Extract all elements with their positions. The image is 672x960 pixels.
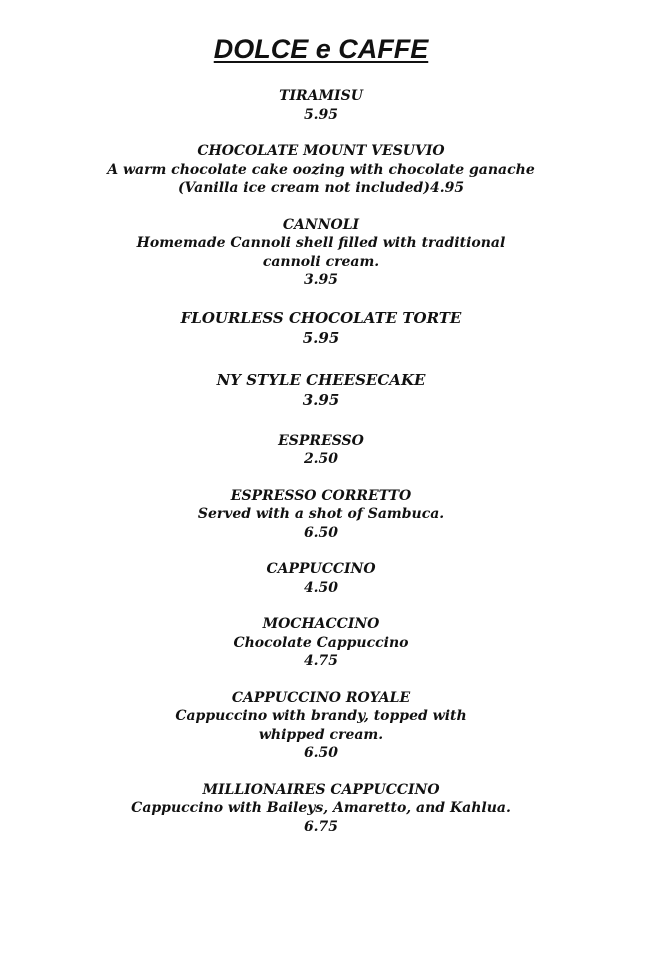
item-name: CAPPUCCINO ROYALE — [231, 689, 411, 706]
menu-item-chocolate-mount-vesuvio — [0, 142, 642, 198]
item-description: Homemade Cannoli shell filled with traditional — [136, 235, 506, 251]
item-name: MILLIONAIRES CAPPUCCINO — [202, 781, 440, 798]
item-name: MOCHACCINO — [262, 616, 380, 632]
item-name: ESPRESSO — [278, 432, 364, 449]
menu-item-cannoli — [0, 216, 642, 290]
item-price: 4.50 — [303, 579, 339, 596]
menu-item-cappuccino-royale — [0, 689, 642, 763]
item-description: (Vanilla ice cream not included)4.95 — [177, 180, 465, 196]
item-name: CAPPUCCINO — [266, 561, 376, 577]
item-price: 5.95 — [303, 106, 339, 123]
item-name: TIRAMISU — [279, 88, 363, 104]
menu-item-mochaccino — [0, 615, 642, 671]
item-price: 2.50 — [303, 451, 339, 467]
menu-item-ny-style-cheesecake — [0, 370, 642, 410]
item-description: Chocolate Cappuccino — [233, 634, 409, 651]
item-price: 4.75 — [303, 653, 339, 669]
menu-list — [0, 87, 642, 854]
item-name: ESPRESSO CORRETTO — [230, 487, 412, 504]
item-name: CANNOLI — [282, 216, 360, 233]
item-price: 3.95 — [302, 390, 340, 409]
menu-item-tiramisu — [0, 87, 642, 124]
item-name: CHOCOLATE MOUNT VESUVIO — [197, 143, 445, 159]
item-price: 6.50 — [303, 745, 339, 761]
menu-item-espresso — [0, 432, 642, 469]
menu-item-cappuccino — [0, 560, 642, 597]
item-description: Served with a shot of Sambuca. — [197, 506, 445, 522]
item-description: cannoli cream. — [262, 253, 380, 270]
item-name: NY STYLE CHEESECAKE — [216, 370, 426, 389]
item-description: A warm chocolate cake oozing with chocolate ganache — [107, 161, 535, 178]
menu-item-espresso-corretto — [0, 487, 642, 543]
menu-item-millionaires-cappuccino — [0, 781, 642, 837]
menu-title: DOLCE e CAFFE — [213, 34, 429, 64]
item-description: whipped cream. — [258, 726, 384, 743]
item-price: 5.95 — [302, 328, 340, 347]
item-description: Cappuccino with brandy, topped with — [175, 708, 467, 724]
item-name: FLOURLESS CHOCOLATE TORTE — [180, 308, 462, 327]
menu-item-flourless-chocolate-torte — [0, 308, 642, 348]
item-price: 3.95 — [303, 272, 339, 288]
item-description: Cappuccino with Baileys, Amaretto, and Kahlua. — [131, 800, 511, 816]
item-price: 6.75 — [303, 818, 339, 835]
item-price: 6.50 — [303, 524, 339, 541]
